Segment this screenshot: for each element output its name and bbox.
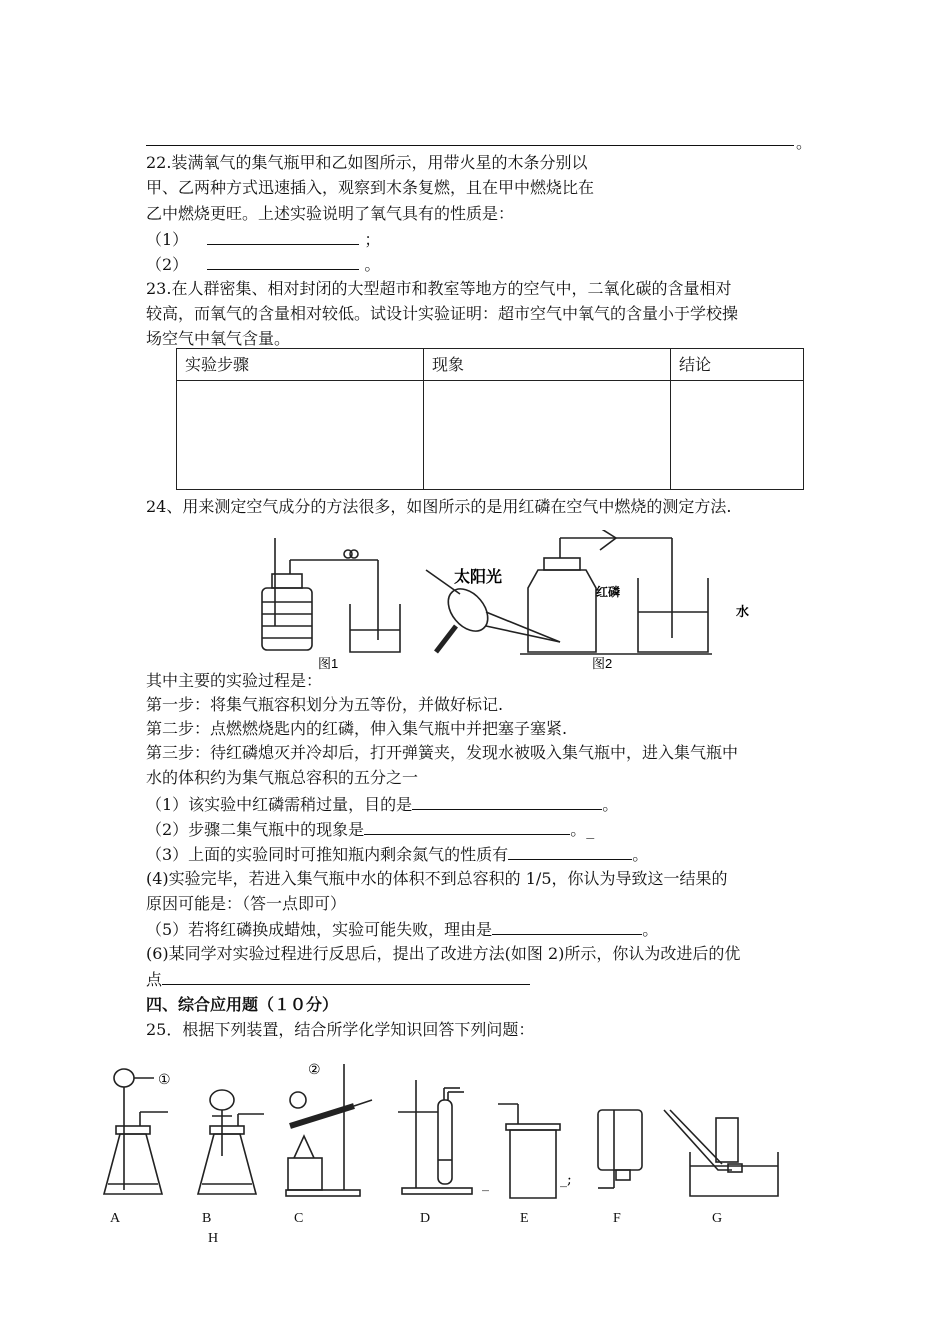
q24-p4b: 原因可能是：（答一点即可） <box>146 894 347 913</box>
table-cell-phenomenon[interactable] <box>424 381 671 490</box>
q24-p2-text: （2）步骤二集气瓶中的现象是 <box>146 820 365 839</box>
apparatus-label-c: C <box>294 1211 304 1226</box>
section4-heading: 四、综合应用题（１０分） <box>146 995 339 1014</box>
q24-p5-end: 。 <box>642 920 659 939</box>
apparatus-label-f: F <box>613 1211 621 1226</box>
separator-1: _ <box>482 1176 489 1192</box>
table-cell-steps[interactable] <box>177 381 424 490</box>
apparatus-label-d: D <box>420 1211 431 1226</box>
apparatus-label-b: B <box>202 1211 212 1226</box>
top-line-end: 。 <box>796 133 813 152</box>
q24-p2-end: 。_ <box>570 820 595 839</box>
table-cell-conclusion[interactable] <box>671 381 804 490</box>
q24-p1-text: （1）该实验中红磷需稍过量，目的是 <box>146 795 413 814</box>
q25-apparatus-figure <box>98 1060 798 1200</box>
q24-p3-blank[interactable] <box>508 843 632 860</box>
q22-item2-label: （2） <box>146 255 189 274</box>
apparatus-label-g: G <box>712 1211 723 1226</box>
q24-step3b: 水的体积约为集气瓶总容积的五分之一 <box>146 768 419 787</box>
q24-p6b <box>146 968 530 991</box>
q22-item1-label: （1） <box>146 230 189 249</box>
q24-p1 <box>146 793 618 816</box>
table-header-phenomenon: 现象 <box>424 349 671 381</box>
q24-p5 <box>146 918 658 941</box>
q24-p5-text: （5）若将红磷换成蜡烛，实验可能失败，理由是 <box>146 920 493 939</box>
top-answer-line <box>146 130 794 146</box>
label-sun: 太阳光 <box>454 569 503 586</box>
q22-item2 <box>146 253 380 276</box>
q24-p4a: (4)实验完毕，若进入集气瓶中水的体积不到总容积的 1/5，你认为导致这一结果的 <box>146 869 728 888</box>
q24-p2 <box>146 818 594 841</box>
q23-line1: 23.在人群密集、相对封闭的大型超市和教室等地方的空气中，二氧化碳的含量相对 <box>146 279 732 298</box>
label-fig1: 图1 <box>318 656 339 670</box>
q23-line3: 场空气中氧气含量。 <box>146 329 291 348</box>
q22-line3: 乙中燃烧更旺。上述实验说明了氧气具有的性质是： <box>146 204 515 223</box>
callout-1: ① <box>158 1072 171 1088</box>
q24-step3a: 第三步：待红磷熄灭并冷却后，打开弹簧夹，发现水被吸入集气瓶中，进入集气瓶中 <box>146 743 739 762</box>
q23-experiment-table <box>176 348 804 490</box>
q24-intro: 24、用来测定空气成分的方法很多，如图所示的是用红磷在空气中燃烧的测定方法. <box>146 497 732 516</box>
q24-figure <box>250 530 810 670</box>
apparatus-label-a: A <box>110 1211 121 1226</box>
q24-p3 <box>146 843 648 866</box>
q24-p6a: (6)某同学对实验过程进行反思后，提出了改进方法(如图 2)所示，你认为改进后的优 <box>146 944 741 963</box>
q22-answer-blank-1[interactable] <box>207 228 359 245</box>
q22-item2-end: 。 <box>364 255 381 274</box>
q24-p1-end: 。 <box>602 795 619 814</box>
q24-p6b-text: 点 <box>146 970 163 989</box>
label-red-phosphorus: 红磷 <box>596 585 621 599</box>
q22-line1: 22.装满氧气的集气瓶甲和乙如图所示，用带火星的木条分别以 <box>146 153 588 172</box>
q24-p3-end: 。 <box>632 845 649 864</box>
q24-process-title: 其中主要的实验过程是： <box>146 671 323 690</box>
q22-line2: 甲、乙两种方式迅速插入，观察到木条复燃，且在甲中燃烧比在 <box>146 178 595 197</box>
q23-line2: 较高，而氧气的含量相对较低。试设计实验证明：超市空气中氧气的含量小于学校操 <box>146 304 739 323</box>
q22-answer-blank-2[interactable] <box>207 253 359 270</box>
q24-p6-blank[interactable] <box>162 968 530 985</box>
table-header-conclusion: 结论 <box>671 349 804 381</box>
q24-p5-blank[interactable] <box>492 918 642 935</box>
apparatus-label-h: H <box>208 1231 219 1246</box>
q24-p3-text: （3）上面的实验同时可推知瓶内剩余氮气的性质有 <box>146 845 509 864</box>
apparatus-label-e: E <box>520 1211 529 1226</box>
q22-item1-end: ； <box>364 230 381 249</box>
label-fig2: 图2 <box>592 656 613 670</box>
table-header-steps: 实验步骤 <box>177 349 424 381</box>
q24-p1-blank[interactable] <box>412 793 602 810</box>
q25-intro: 25．根据下列装置，结合所学化学知识回答下列问题： <box>146 1020 535 1039</box>
callout-2: ② <box>308 1062 321 1078</box>
q24-step2: 第二步：点燃燃烧匙内的红磷，伸入集气瓶中并把塞子塞紧. <box>146 719 568 738</box>
separator-2: _; <box>560 1172 572 1188</box>
label-water: 水 <box>736 604 750 619</box>
q24-step1: 第一步：将集气瓶容积划分为五等份，并做好标记. <box>146 695 504 714</box>
q24-p2-blank[interactable] <box>364 818 570 835</box>
q22-item1 <box>146 228 380 251</box>
